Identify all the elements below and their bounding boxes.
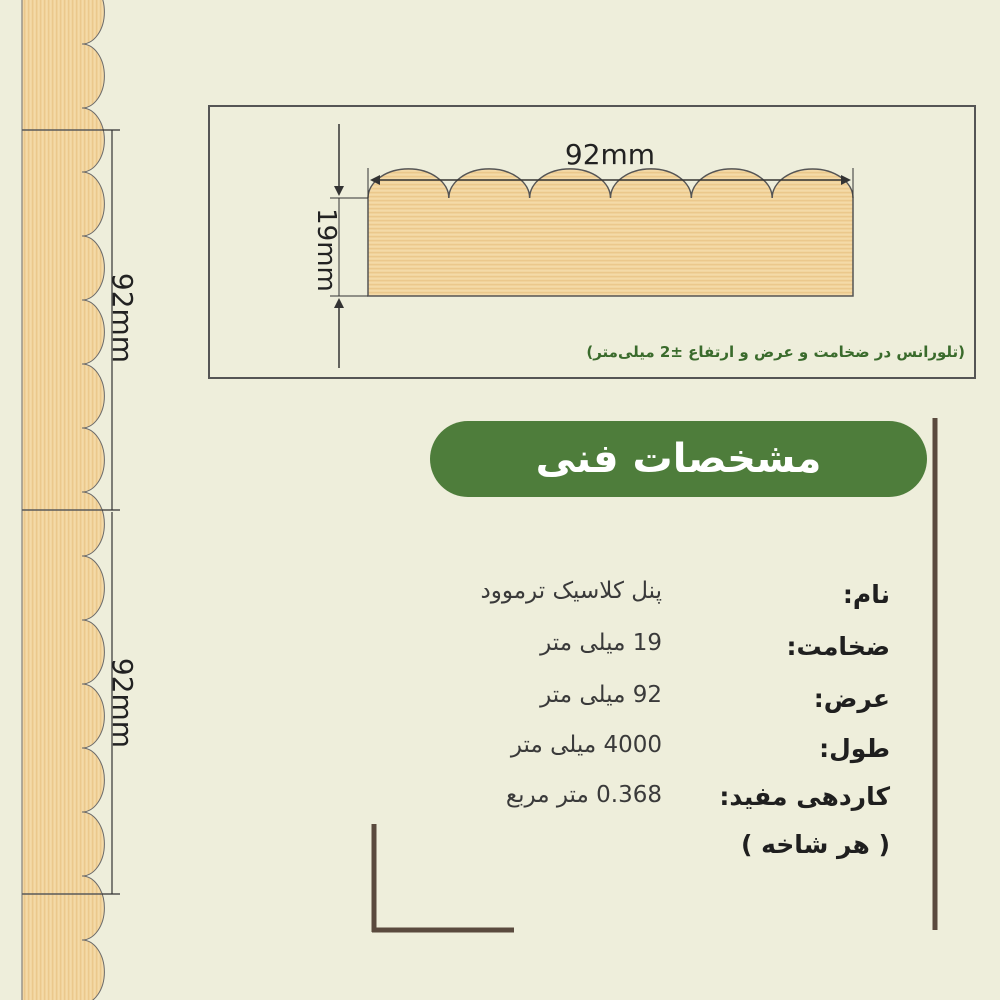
side-dimension-top	[102, 130, 139, 510]
spec-label: کاردهی مفید:	[719, 782, 890, 811]
spec-value: 4000 میلی متر	[510, 732, 662, 758]
spec-value: 92 میلی متر	[540, 682, 662, 708]
spec-label: ضخامت:	[786, 632, 890, 661]
spec-value: 19 میلی متر	[540, 630, 662, 656]
tolerance-note: (تلورانس در ضخامت و عرض و ارتفاع ±2 میلی‌متر)	[586, 343, 965, 361]
specs-title-text: مشخصات فنی	[535, 436, 822, 482]
spec-label: نام:	[842, 580, 890, 609]
spec-value: پنل کلاسیک ترموود	[480, 578, 662, 604]
side-width-label-top: 92mm	[106, 272, 139, 364]
width-label: 92mm	[564, 138, 656, 171]
specs-title	[430, 421, 927, 497]
spec-value: 0.368 متر مربع	[505, 782, 662, 808]
side-width-label-bottom: 92mm	[106, 657, 139, 749]
side-panel-profile	[22, 0, 104, 1000]
side-dimension-bottom	[102, 512, 139, 894]
spec-coverage-note: ( هر شاخه )	[741, 830, 890, 859]
height-label: 19mm	[311, 208, 341, 292]
spec-label: عرض:	[813, 684, 890, 713]
spec-label: طول:	[819, 734, 890, 763]
